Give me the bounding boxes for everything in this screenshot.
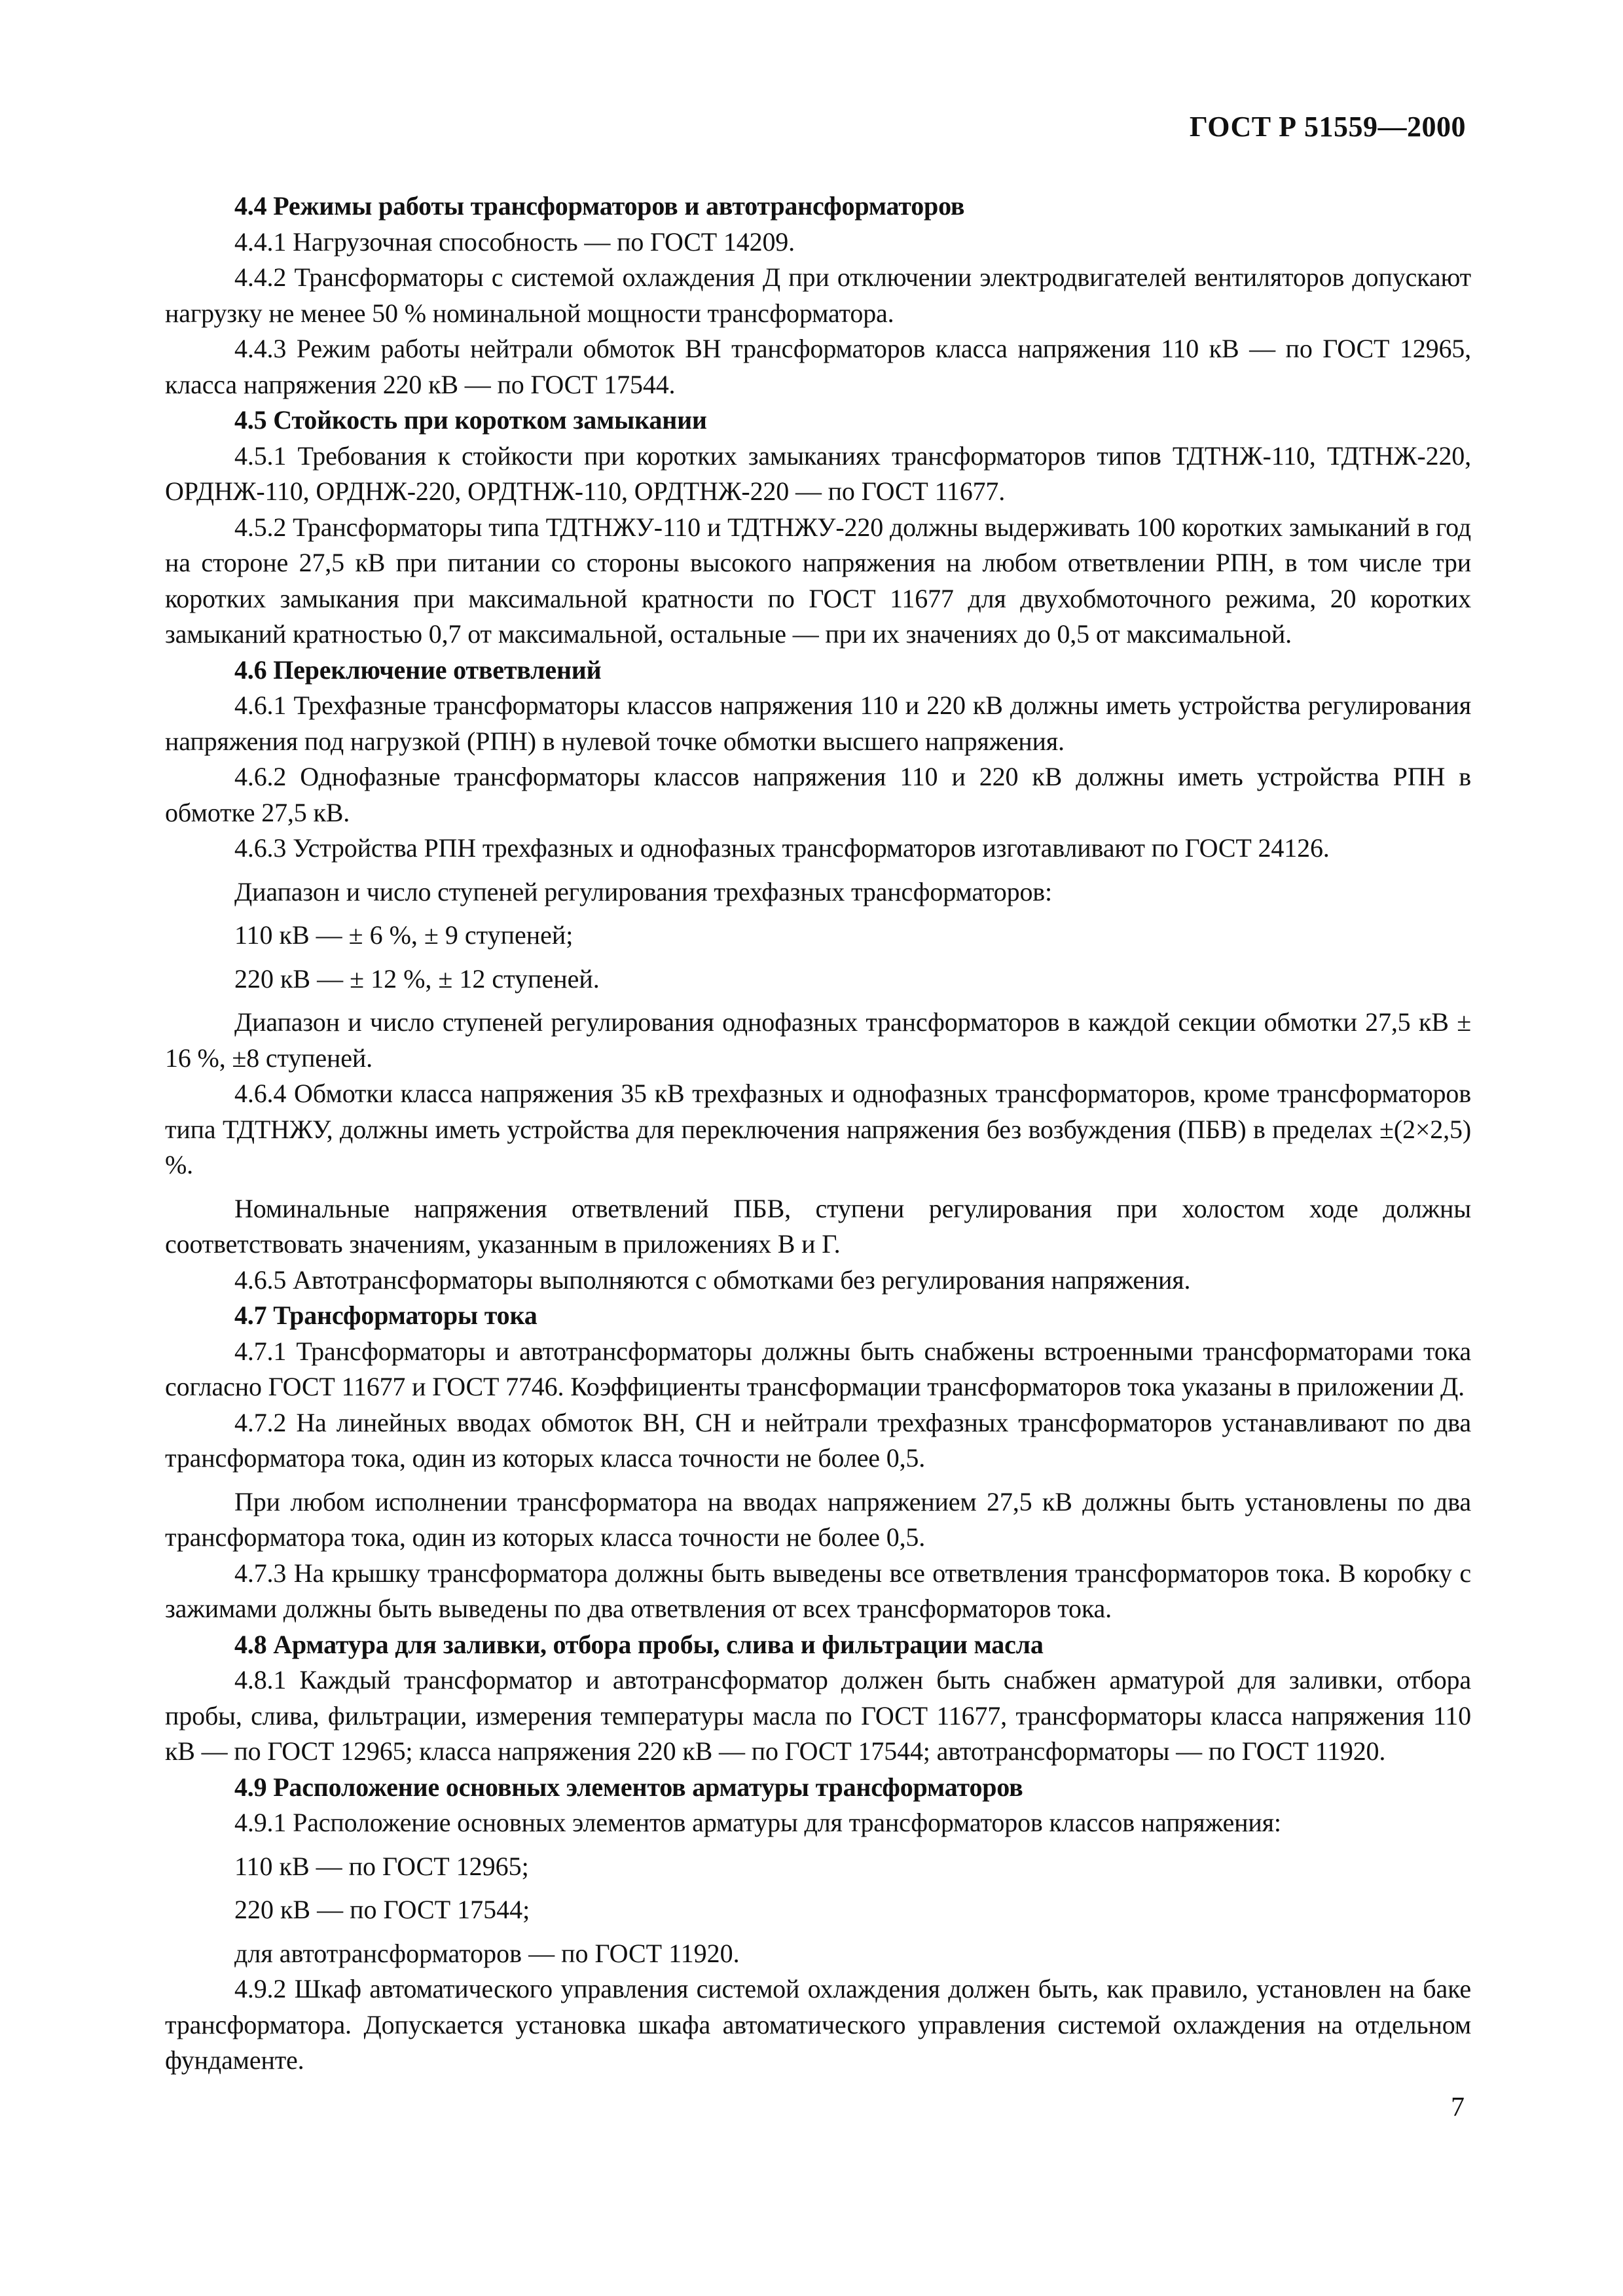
section-heading: 4.8 Арматура для заливки, отбора пробы, слива и фильтрации масла: [234, 1629, 1044, 1659]
paragraph: 4.4.2 Трансформаторы с системой охлаждения Д при отключении электродвигателей вентиляторов допускают нагрузку не менее 50 % номинальной мощности трансформатора.: [165, 262, 1471, 328]
section-heading: 4.9 Расположение основных элементов арматуры трансформаторов: [234, 1772, 1023, 1802]
paragraph: 4.9.1 Расположение основных элементов арматуры для трансформаторов классов напряжения:: [234, 1808, 1281, 1837]
paragraph: При любом исполнении трансформатора на вводах напряжением 27,5 кВ должны быть установлены по два трансформатора тока, один из которых класса точности не более 0,5.: [165, 1486, 1471, 1552]
section-heading: 4.6 Переключение ответвлений: [234, 655, 602, 685]
paragraph: 4.6.5 Автотрансформаторы выполняются с обмотками без регулирования напряжения.: [234, 1265, 1191, 1295]
paragraph: 4.7.3 На крышку трансформатора должны быть выведены все ответвления трансформаторов тока. В коробку с зажимами должны быть выведены по два ответвления от всех трансформаторов тока.: [165, 1558, 1471, 1623]
page-number: 7: [1451, 2092, 1465, 2123]
list-item: 220 кВ — по ГОСТ 17544;: [234, 1895, 530, 1924]
paragraph: Диапазон и число ступеней регулирования трехфазных трансформаторов:: [234, 876, 1052, 906]
paragraph: 4.7.1 Трансформаторы и автотрансформаторы должны быть снабжены встроенными трансформаторами тока согласно ГОСТ 11677 и ГОСТ 7746. Коэффициенты трансформации трансформаторов тока указаны в приложении Д.: [165, 1336, 1471, 1401]
document-body: [165, 188, 1471, 2079]
paragraph: 4.6.1 Трехфазные трансформаторы классов напряжения 110 и 220 кВ должны иметь устройства регулирования напряжения под нагрузкой (РПН) в нулевой точке обмотки высшего напряжения.: [165, 691, 1471, 756]
list-item: 220 кВ — ± 12 %, ± 12 ступеней.: [234, 963, 600, 994]
paragraph: Номинальные напряжения ответвлений ПБВ, ступени регулирования при холостом ходе должны соответствовать значениям, указанным в приложениях В и Г.: [165, 1193, 1471, 1259]
list-item: 110 кВ — по ГОСТ 12965;: [234, 1851, 529, 1881]
paragraph: 4.7.2 На линейных вводах обмоток ВН, СН и нейтрали трехфазных трансформаторов устанавливают по два трансформатора тока, один из которых класса точности не более 0,5.: [165, 1407, 1471, 1473]
document-code-header: ГОСТ Р 51559—2000: [1189, 111, 1466, 143]
paragraph: 4.5.2 Трансформаторы типа ТДТНЖУ-110 и ТДТНЖУ-220 должны выдерживать 100 коротких замыканий в год на стороне 27,5 кВ при питании со стороны высокого напряжения на любом ответвлении РПН, в том числе три коротких замыкания при максимальной кратности по ГОСТ 11677 для двухобмоточного режима, 20 коротких замыканий кратностью 0,7 от максимальной, остальные — при их значениях до 0,5 от максимальной.: [165, 512, 1471, 649]
paragraph: 4.4.3 Режим работы нейтрали обмоток ВН трансформаторов класса напряжения 110 кВ — по ГОСТ 12965, класса напряжения 220 кВ — по ГОСТ 17544.: [165, 334, 1471, 399]
list-item: для автотрансформаторов — по ГОСТ 11920.: [234, 1938, 740, 1968]
paragraph: Диапазон и число ступеней регулирования однофазных трансформаторов в каждой секции обмотки 27,5 кВ ± 16 %, ±8 ступеней.: [165, 1007, 1471, 1073]
section-heading: 4.7 Трансформаторы тока: [234, 1300, 538, 1330]
paragraph: 4.4.1 Нагрузочная способность — по ГОСТ 14209.: [234, 226, 795, 257]
section-heading: 4.4 Режимы работы трансформаторов и автотрансформаторов: [234, 191, 965, 221]
paragraph: 4.8.1 Каждый трансформатор и автотрансформатор должен быть снабжен арматурой для заливки, отбора пробы, слива, фильтрации, измерения температуры масла по ГОСТ 11677, трансформаторы класса напряжения 110 кВ — по ГОСТ 12965; класса напряжения 220 кВ — по ГОСТ 17544; автотрансформаторы — по ГОСТ 11920.: [165, 1665, 1471, 1766]
list-item: 110 кВ — ± 6 %, ± 9 ступеней;: [234, 920, 574, 950]
paragraph: 4.9.2 Шкаф автоматического управления системой охлаждения должен быть, как правило, установлен на баке трансформатора. Допускается установка шкафа автоматического управления системой охлаждения на отдельном фундаменте.: [165, 1974, 1471, 2075]
paragraph: 4.5.1 Требования к стойкости при коротких замыканиях трансформаторов типов ТДТНЖ-110, ТДТНЖ-220, ОРДНЖ-110, ОРДНЖ-220, ОРДТНЖ-110, ОРДТНЖ-220 — по ГОСТ 11677.: [165, 440, 1471, 506]
paragraph: 4.6.3 Устройства РПН трехфазных и однофазных трансформаторов изготавливают по ГОСТ 24126.: [234, 833, 1330, 863]
paragraph: 4.6.2 Однофазные трансформаторы классов напряжения 110 и 220 кВ должны иметь устройства РПН в обмотке 27,5 кВ.: [165, 762, 1471, 827]
section-heading: 4.5 Стойкость при коротком замыкании: [234, 405, 707, 435]
paragraph: 4.6.4 Обмотки класса напряжения 35 кВ трехфазных и однофазных трансформаторов, кроме трансформаторов типа ТДТНЖУ, должны иметь устройства для переключения напряжения без возбуждения (ПБВ) в пределах ±(2×2,5) %.: [165, 1079, 1471, 1179]
